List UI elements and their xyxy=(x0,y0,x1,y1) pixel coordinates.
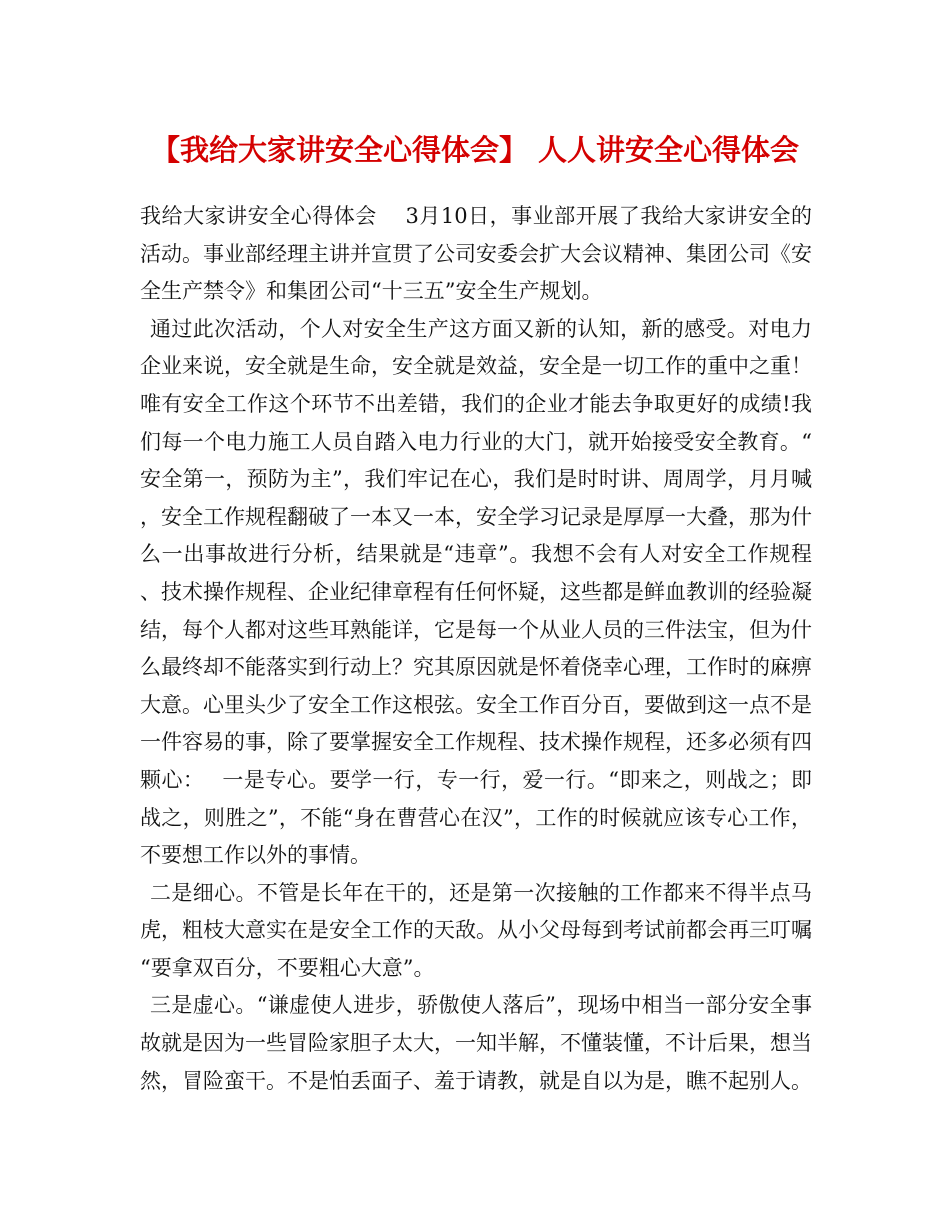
document-body xyxy=(140,198,812,1100)
paragraph-third-point: 三是虚心。“谦虚使人进步，骄傲使人落后”，现场中相当一部分安全事故就是因为一些冒险家胆子太大，一知半解，不懂装懂，不计后果，想当然，冒险蛮干。不是怕丢面子、羞于请教，就是自以为是，瞧不起别人。 xyxy=(140,993,812,1093)
paragraph-intro: 我给大家讲安全心得体会 3月10日，事业部开展了我给大家讲安全的活动。事业部经理主讲并宣贯了公司安委会扩大会议精神、集团公司《安全生产禁令》和集团公司“十三五”安全生产规划。 xyxy=(140,204,812,304)
paragraph-main: 通过此次活动，个人对安全生产这方面又新的认知，新的感受。对电力企业来说，安全就是生命，安全就是效益，安全是一切工作的重中之重！唯有安全工作这个环节不出差错，我们的企业才能去争取更好的成绩!我们每一个电力施工人员自踏入电力行业的大门，就开始接受安全教育。“安全第一，预防为主”，我们牢记在心，我们是时时讲、周周学，月月喊，安全工作规程翻破了一本又一本，安全学习记录是厚厚一大叠，那为什么一出事故进行分析，结果就是“违章”。我想不会有人对安全工作规程、技术操作规程、企业纪律章程有任何怀疑，这些都是鲜血教训的经验凝结，每个人都对这些耳熟能详，它是每一个从业人员的三件法宝，但为什么最终却不能落实到行动上？究其原因就是怀着侥幸心理，工作时的麻痹大意。心里头少了安全工作这根弦。安全工作百分百，要做到这一点不是一件容易的事，除了要掌握安全工作规程、技术操作规程，还多必须有四颗心： 一是专心。要学一行，专一行，爱一行。“即来之，则战之；即战之，则胜之”，不能“身在曹营心在汉”，工作的时候就应该专心工作，不要想工作以外的事情。 xyxy=(140,316,812,868)
document-title: 【我给大家讲安全心得体会】 人人讲安全心得体会 xyxy=(150,133,800,167)
paragraph-second-point: 二是细心。不管是长年在干的，还是第一次接触的工作都来不得半点马虎，粗枝大意实在是安全工作的天敌。从小父母每到考试前都会再三叮嘱“要拿双百分，不要粗心大意”。 xyxy=(140,880,812,980)
